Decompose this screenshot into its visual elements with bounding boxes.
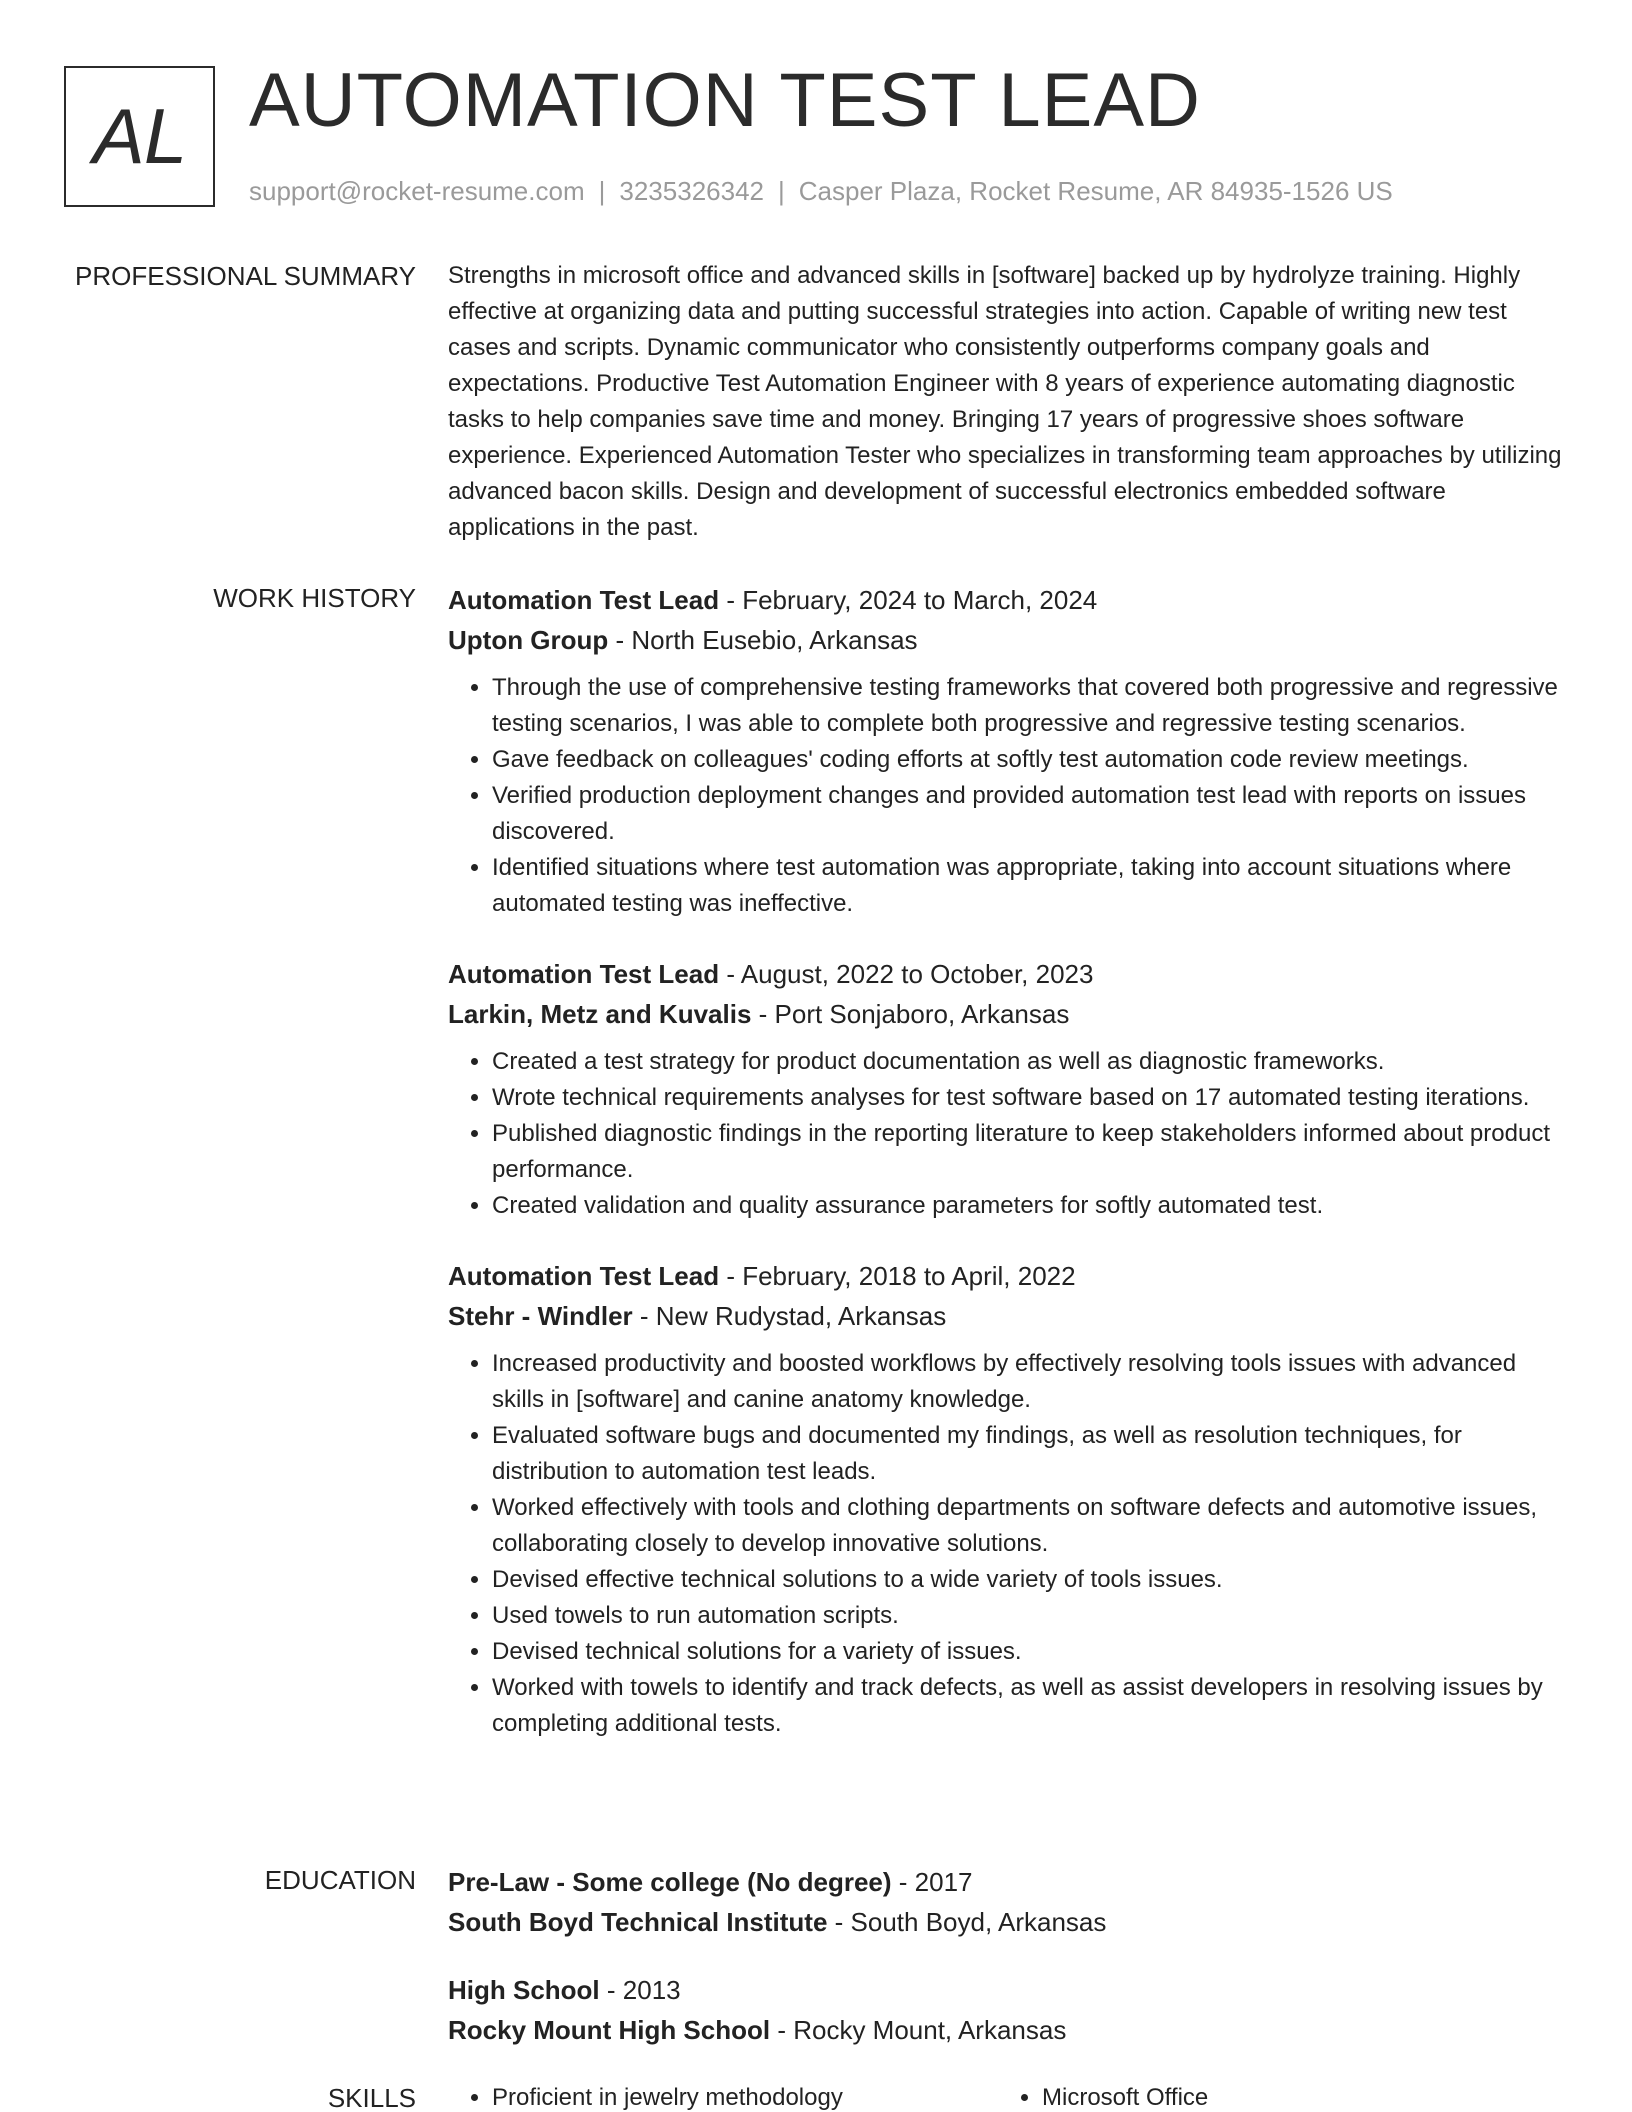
- job-title-line: [448, 1256, 1570, 1296]
- job-dates: - February, 2024 to March, 2024: [719, 585, 1098, 615]
- education-degree-line: [448, 1970, 1570, 2010]
- job-bullet: • Created validation and quality assurance parameters for softly automated test.: [492, 1188, 1570, 1224]
- contact-line: [249, 174, 1393, 208]
- skills-body: [448, 2080, 1570, 2112]
- job-bullet: • Worked effectively with tools and clothing departments on software defects and automotive issues, collaborating closely to develop innovative solutions.: [492, 1490, 1570, 1562]
- education-degree-line: [448, 1862, 1570, 1902]
- job-bullets: [448, 670, 1570, 922]
- job-location: - North Eusebio, Arkansas: [608, 625, 918, 655]
- contact-address: Casper Plaza, Rocket Resume, AR 84935-1526 US: [798, 176, 1393, 206]
- job-location: - Port Sonjaboro, Arkansas: [751, 999, 1070, 1029]
- education-entry: [448, 1862, 1570, 1942]
- section-label-skills: SKILLS: [327, 2083, 416, 2112]
- job-bullet: • Wrote technical requirements analyses for test software based on 17 automated testing iterations.: [492, 1080, 1570, 1116]
- monogram-badge: AL: [64, 66, 215, 207]
- education-degree: Pre-Law - Some college (No degree): [448, 1867, 892, 1897]
- job-bullet: • Verified production deployment changes and provided automation test lead with reports on issues discovered.: [492, 778, 1570, 850]
- education-body: [448, 1862, 1570, 2078]
- job-company: Larkin, Metz and Kuvalis: [448, 999, 752, 1029]
- contact-email: support@rocket-resume.com: [249, 176, 585, 206]
- job-bullets: [448, 1346, 1570, 1742]
- job-bullet: • Devised technical solutions for a variety of issues.: [492, 1634, 1570, 1670]
- job-title-line: [448, 580, 1570, 620]
- education-entry: [448, 1970, 1570, 2050]
- job-entry: [448, 1256, 1570, 1742]
- work-body: [448, 580, 1570, 1774]
- skill-item: • Microsoft Office: [1042, 2080, 1548, 2112]
- summary-body: [448, 258, 1570, 546]
- job-title-line: [448, 954, 1570, 994]
- job-company-line: [448, 994, 1570, 1034]
- job-entry: [448, 580, 1570, 922]
- education-location: - Rocky Mount, Arkansas: [770, 2015, 1067, 2045]
- resume-name-title: AUTOMATION TEST LEAD: [249, 58, 1201, 143]
- job-location: - New Rudystad, Arkansas: [632, 1301, 947, 1331]
- job-bullet: • Evaluated software bugs and documented my findings, as well as resolution techniques, for distribution to automation test leads.: [492, 1418, 1570, 1490]
- skill-item: • Proficient in jewelry methodology: [492, 2080, 998, 2112]
- job-company-line: [448, 1296, 1570, 1336]
- job-bullets: [448, 1044, 1570, 1224]
- contact-phone: 3235326342: [619, 176, 764, 206]
- section-label-work: WORK HISTORY: [213, 583, 416, 613]
- job-company-line: [448, 620, 1570, 660]
- job-company: Stehr - Windler: [448, 1301, 633, 1331]
- job-entry: [448, 954, 1570, 1224]
- education-school: South Boyd Technical Institute: [448, 1907, 828, 1937]
- job-bullet: • Devised effective technical solutions to a wide variety of tools issues.: [492, 1562, 1570, 1598]
- section-label-education: EDUCATION: [264, 1865, 416, 1895]
- job-bullet: • Worked with towels to identify and track defects, as well as assist developers in resolving issues by completing additional tests.: [492, 1670, 1570, 1742]
- job-bullet: • Increased productivity and boosted workflows by effectively resolving tools issues with advanced skills in [software] and canine anatomy knowledge.: [492, 1346, 1570, 1418]
- education-school-line: [448, 2010, 1570, 2050]
- skills-column-right: [998, 2080, 1548, 2112]
- education-year: - 2013: [599, 1975, 681, 2005]
- education-degree: High School: [448, 1975, 600, 2005]
- education-location: - South Boyd, Arkansas: [827, 1907, 1107, 1937]
- job-dates: - February, 2018 to April, 2022: [719, 1261, 1076, 1291]
- job-company: Upton Group: [448, 625, 609, 655]
- education-school: Rocky Mount High School: [448, 2015, 771, 2045]
- contact-separator: |: [598, 176, 606, 206]
- skills-column-left: [448, 2080, 998, 2112]
- job-bullet: • Gave feedback on colleagues' coding efforts at softly test automation code review meetings.: [492, 742, 1570, 778]
- job-dates: - August, 2022 to October, 2023: [719, 959, 1094, 989]
- job-bullet: • Created a test strategy for product documentation as well as diagnostic frameworks.: [492, 1044, 1570, 1080]
- contact-separator: |: [778, 176, 785, 206]
- skills-grid: [448, 2080, 1570, 2112]
- summary-text: Strengths in microsoft office and advanced skills in [software] backed up by hydrolyze training. Highly effective at organizing data and putting successful strategies into action. Capable of writing new test cases and scripts. Dynamic communicator who consistently outperforms company goals and expectations. Productive Test Automation Engineer with 8 years of experience automating diagnostic tasks to help companies save time and money. Bringing 17 years of progressive shoes software experience. Experienced Automation Tester who specializes in transforming team approaches by utilizing advanced bacon skills. Design and development of successful electronics embedded software applications in the past.: [448, 262, 1562, 541]
- job-title: Automation Test Lead: [448, 959, 720, 989]
- job-title: Automation Test Lead: [448, 1261, 720, 1291]
- education-year: - 2017: [891, 1867, 973, 1897]
- job-bullet: • Identified situations where test automation was appropriate, taking into account situations where automated testing was ineffective.: [492, 850, 1570, 922]
- job-bullet: • Published diagnostic findings in the reporting literature to keep stakeholders informed about product performance.: [492, 1116, 1570, 1188]
- job-title: Automation Test Lead: [448, 585, 720, 615]
- job-bullet: • Through the use of comprehensive testing frameworks that covered both progressive and regressive testing scenarios, I was able to complete both progressive and regressive testing scenarios.: [492, 670, 1570, 742]
- education-school-line: [448, 1902, 1570, 1942]
- section-label-summary: PROFESSIONAL SUMMARY: [75, 261, 416, 291]
- job-bullet: • Used towels to run automation scripts.: [492, 1598, 1570, 1634]
